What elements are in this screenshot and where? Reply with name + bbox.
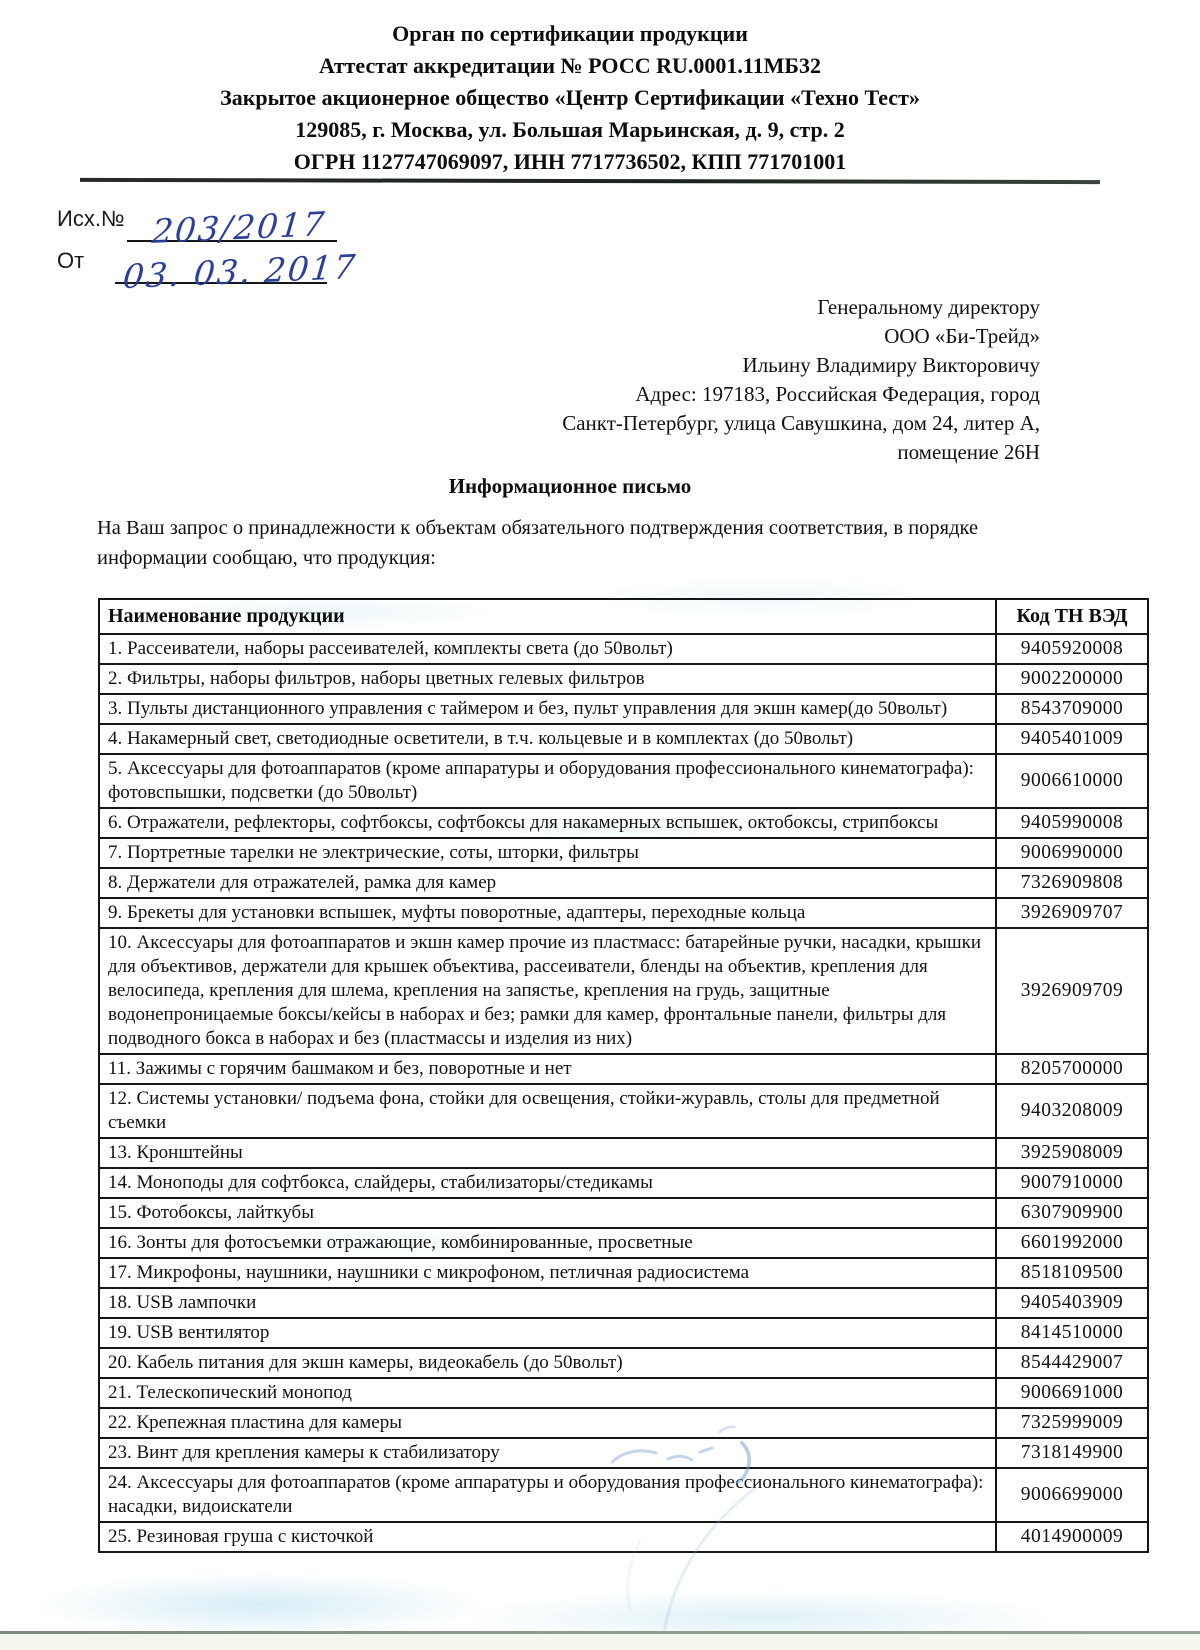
letterhead <box>60 18 1080 178</box>
table-row <box>99 1258 1148 1288</box>
product-code-cell: 9002200000 <box>996 664 1148 694</box>
product-code-cell: 9403208009 <box>996 1084 1148 1138</box>
table-row <box>99 898 1148 928</box>
date-row <box>57 246 477 297</box>
table-row <box>99 1522 1148 1552</box>
table-header-row <box>99 599 1148 634</box>
table-row <box>99 868 1148 898</box>
product-code-cell: 3926909707 <box>996 898 1148 928</box>
product-name-cell: 14. Моноподы для софтбокса, слайдеры, стабилизаторы/стедикамы <box>99 1168 996 1198</box>
product-name-cell: 12. Системы установки/ подъема фона, стойки для освещения, стойки-журавль, столы для предметной съемки <box>99 1084 996 1138</box>
product-name-cell: 20. Кабель питания для экшн камеры, видеокабель (до 50вольт) <box>99 1348 996 1378</box>
product-name-cell: 2. Фильтры, наборы фильтров, наборы цветных гелевых фильтров <box>99 664 996 694</box>
intro-paragraph: На Ваш запрос о принадлежности к объектам обязательного подтверждения соответствия, в порядке информации сообщаю, что продукция: <box>97 517 979 569</box>
table-row <box>99 694 1148 724</box>
table-row <box>99 1138 1148 1168</box>
product-code-cell: 8543709000 <box>996 694 1148 724</box>
product-name-cell: 23. Винт для крепления камеры к стабилизатору <box>99 1438 996 1468</box>
product-code-cell: 7326909808 <box>996 868 1148 898</box>
product-name-cell: 11. Зажимы с горячим башмаком и без, поворотные и нет <box>99 1054 996 1084</box>
addressee-line: Генеральному директору <box>817 295 1040 319</box>
product-code-cell: 8414510000 <box>996 1318 1148 1348</box>
addressee-line: Санкт-Петербург, улица Савушкина, дом 24, литер А, <box>562 411 1040 435</box>
scan-background-strip <box>0 1634 1200 1650</box>
product-code-cell: 9006699000 <box>996 1468 1148 1522</box>
table-row <box>99 1198 1148 1228</box>
product-name-cell: 21. Телескопический монопод <box>99 1378 996 1408</box>
product-name-cell: 5. Аксессуары для фотоаппаратов (кроме аппаратуры и оборудования профессионального кинематографа): фотовспышки, подсветки (до 50вольт) <box>99 754 996 808</box>
product-code-cell: 9405990008 <box>996 808 1148 838</box>
outgoing-number-row <box>57 204 477 251</box>
table-row <box>99 1084 1148 1138</box>
product-code-cell: 6601992000 <box>996 1228 1148 1258</box>
table-row <box>99 1168 1148 1198</box>
addressee-line: Ильину Владимиру Викторовичу <box>742 353 1040 377</box>
product-name-cell: 10. Аксессуары для фотоаппаратов и экшн камер прочие из пластмасс: батарейные ручки, насадки, крышки для объективов, держатели для крышек объектива, рассеиватели, бленды на объектив, крепления для велосипеда, крепления для шлема, крепления на запястье, крепления на грудь, защитные водонепроницаемые боксы/кейсы в наборах и без; рамки для камер, фронтальные панели, фильтры для подводного бокса в наборах и без (пластмассы и изделия из них) <box>99 928 996 1054</box>
product-code-cell: 3925908009 <box>996 1138 1148 1168</box>
table-row <box>99 1054 1148 1084</box>
product-code-cell: 8518109500 <box>996 1258 1148 1288</box>
table-row <box>99 1468 1148 1522</box>
outgoing-number-handwritten-value: 203/2017 <box>150 204 328 251</box>
product-name-cell: 3. Пульты дистанционного управления с таймером и без, пульт управления для экшн камер(до 50вольт) <box>99 694 996 724</box>
product-code-cell: 8544429007 <box>996 1348 1148 1378</box>
product-code-cell: 9405401009 <box>996 724 1148 754</box>
letterhead-line: Закрытое акционерное общество «Центр Сертификации «Техно Тест» <box>220 85 920 110</box>
product-code-cell: 9006610000 <box>996 754 1148 808</box>
product-name-cell: 25. Резиновая груша с кисточкой <box>99 1522 996 1552</box>
product-name-cell: 8. Держатели для отражателей, рамка для камер <box>99 868 996 898</box>
addressee-line: помещение 26Н <box>897 440 1040 464</box>
product-name-cell: 6. Отражатели, рефлекторы, софтбоксы, софтбоксы для накамерных вспышек, октобоксы, стрипбоксы <box>99 808 996 838</box>
table-row <box>99 1348 1148 1378</box>
letter-title: Информационное письмо <box>448 474 692 498</box>
product-name-cell: 4. Накамерный свет, светодиодные осветители, в т.ч. кольцевые и в комплектах (до 50вольт) <box>99 724 996 754</box>
table-row <box>99 1318 1148 1348</box>
product-name-cell: 16. Зонты для фотосъемки отражающие, комбинированные, просветные <box>99 1228 996 1258</box>
table-row <box>99 1438 1148 1468</box>
products-table <box>98 598 1149 1553</box>
letterhead-divider-rule <box>80 178 1100 184</box>
date-label: От <box>57 248 85 273</box>
outgoing-number-label: Исх.№ <box>57 206 125 231</box>
table-row <box>99 754 1148 808</box>
table-row <box>99 1378 1148 1408</box>
table-header-code: Код ТН ВЭД <box>996 599 1148 634</box>
product-name-cell: 22. Крепежная пластина для камеры <box>99 1408 996 1438</box>
product-code-cell: 9405920008 <box>996 634 1148 664</box>
product-name-cell: 1. Рассеиватели, наборы рассеивателей, комплекты света (до 50вольт) <box>99 634 996 664</box>
product-name-cell: 17. Микрофоны, наушники, наушники с микрофоном, петличная радиосистема <box>99 1258 996 1288</box>
table-row <box>99 928 1148 1054</box>
table-row <box>99 1288 1148 1318</box>
product-name-cell: 9. Брекеты для установки вспышек, муфты поворотные, адаптеры, переходные кольца <box>99 898 996 928</box>
table-row <box>99 664 1148 694</box>
date-handwritten-value: 03. 03. 2017 <box>121 246 359 297</box>
product-name-cell: 24. Аксессуары для фотоаппаратов (кроме аппаратуры и оборудования профессионального кинематографа): насадки, видоискатели <box>99 1468 996 1522</box>
product-code-cell: 7325999009 <box>996 1408 1148 1438</box>
product-code-cell: 8205700000 <box>996 1054 1148 1084</box>
product-name-cell: 18. USB лампочки <box>99 1288 996 1318</box>
letterhead-line: ОГРН 1127747069097, ИНН 7717736502, КПП 771701001 <box>293 149 847 174</box>
product-name-cell: 13. Кронштейны <box>99 1138 996 1168</box>
table-row <box>99 1228 1148 1258</box>
product-code-cell: 9405403909 <box>996 1288 1148 1318</box>
product-name-cell: 19. USB вентилятор <box>99 1318 996 1348</box>
table-header-product-name: Наименование продукции <box>99 599 996 634</box>
product-code-cell: 4014900009 <box>996 1522 1148 1552</box>
product-code-cell: 3926909709 <box>996 928 1148 1054</box>
table-row <box>99 838 1148 868</box>
addressee-block <box>440 293 1040 467</box>
product-code-cell: 6307909900 <box>996 1198 1148 1228</box>
product-code-cell: 9006691000 <box>996 1378 1148 1408</box>
product-code-cell: 9006990000 <box>996 838 1148 868</box>
letterhead-line: 129085, г. Москва, ул. Большая Марьинская, д. 9, стр. 2 <box>295 117 845 142</box>
product-name-cell: 7. Портретные тарелки не электрические, соты, шторки, фильтры <box>99 838 996 868</box>
table-row <box>99 724 1148 754</box>
product-code-cell: 7318149900 <box>996 1438 1148 1468</box>
table-row <box>99 634 1148 664</box>
addressee-line: Адрес: 197183, Российская Федерация, город <box>635 382 1040 406</box>
product-code-cell: 9007910000 <box>996 1168 1148 1198</box>
addressee-line: ООО «Би-Трейд» <box>884 324 1040 348</box>
letterhead-line: Орган по сертификации продукции <box>392 21 748 46</box>
letterhead-line: Аттестат аккредитации № РОСС RU.0001.11МБ32 <box>319 53 821 78</box>
table-row <box>99 808 1148 838</box>
product-name-cell: 15. Фотобоксы, лайткубы <box>99 1198 996 1228</box>
reference-block <box>57 204 477 297</box>
table-row <box>99 1408 1148 1438</box>
